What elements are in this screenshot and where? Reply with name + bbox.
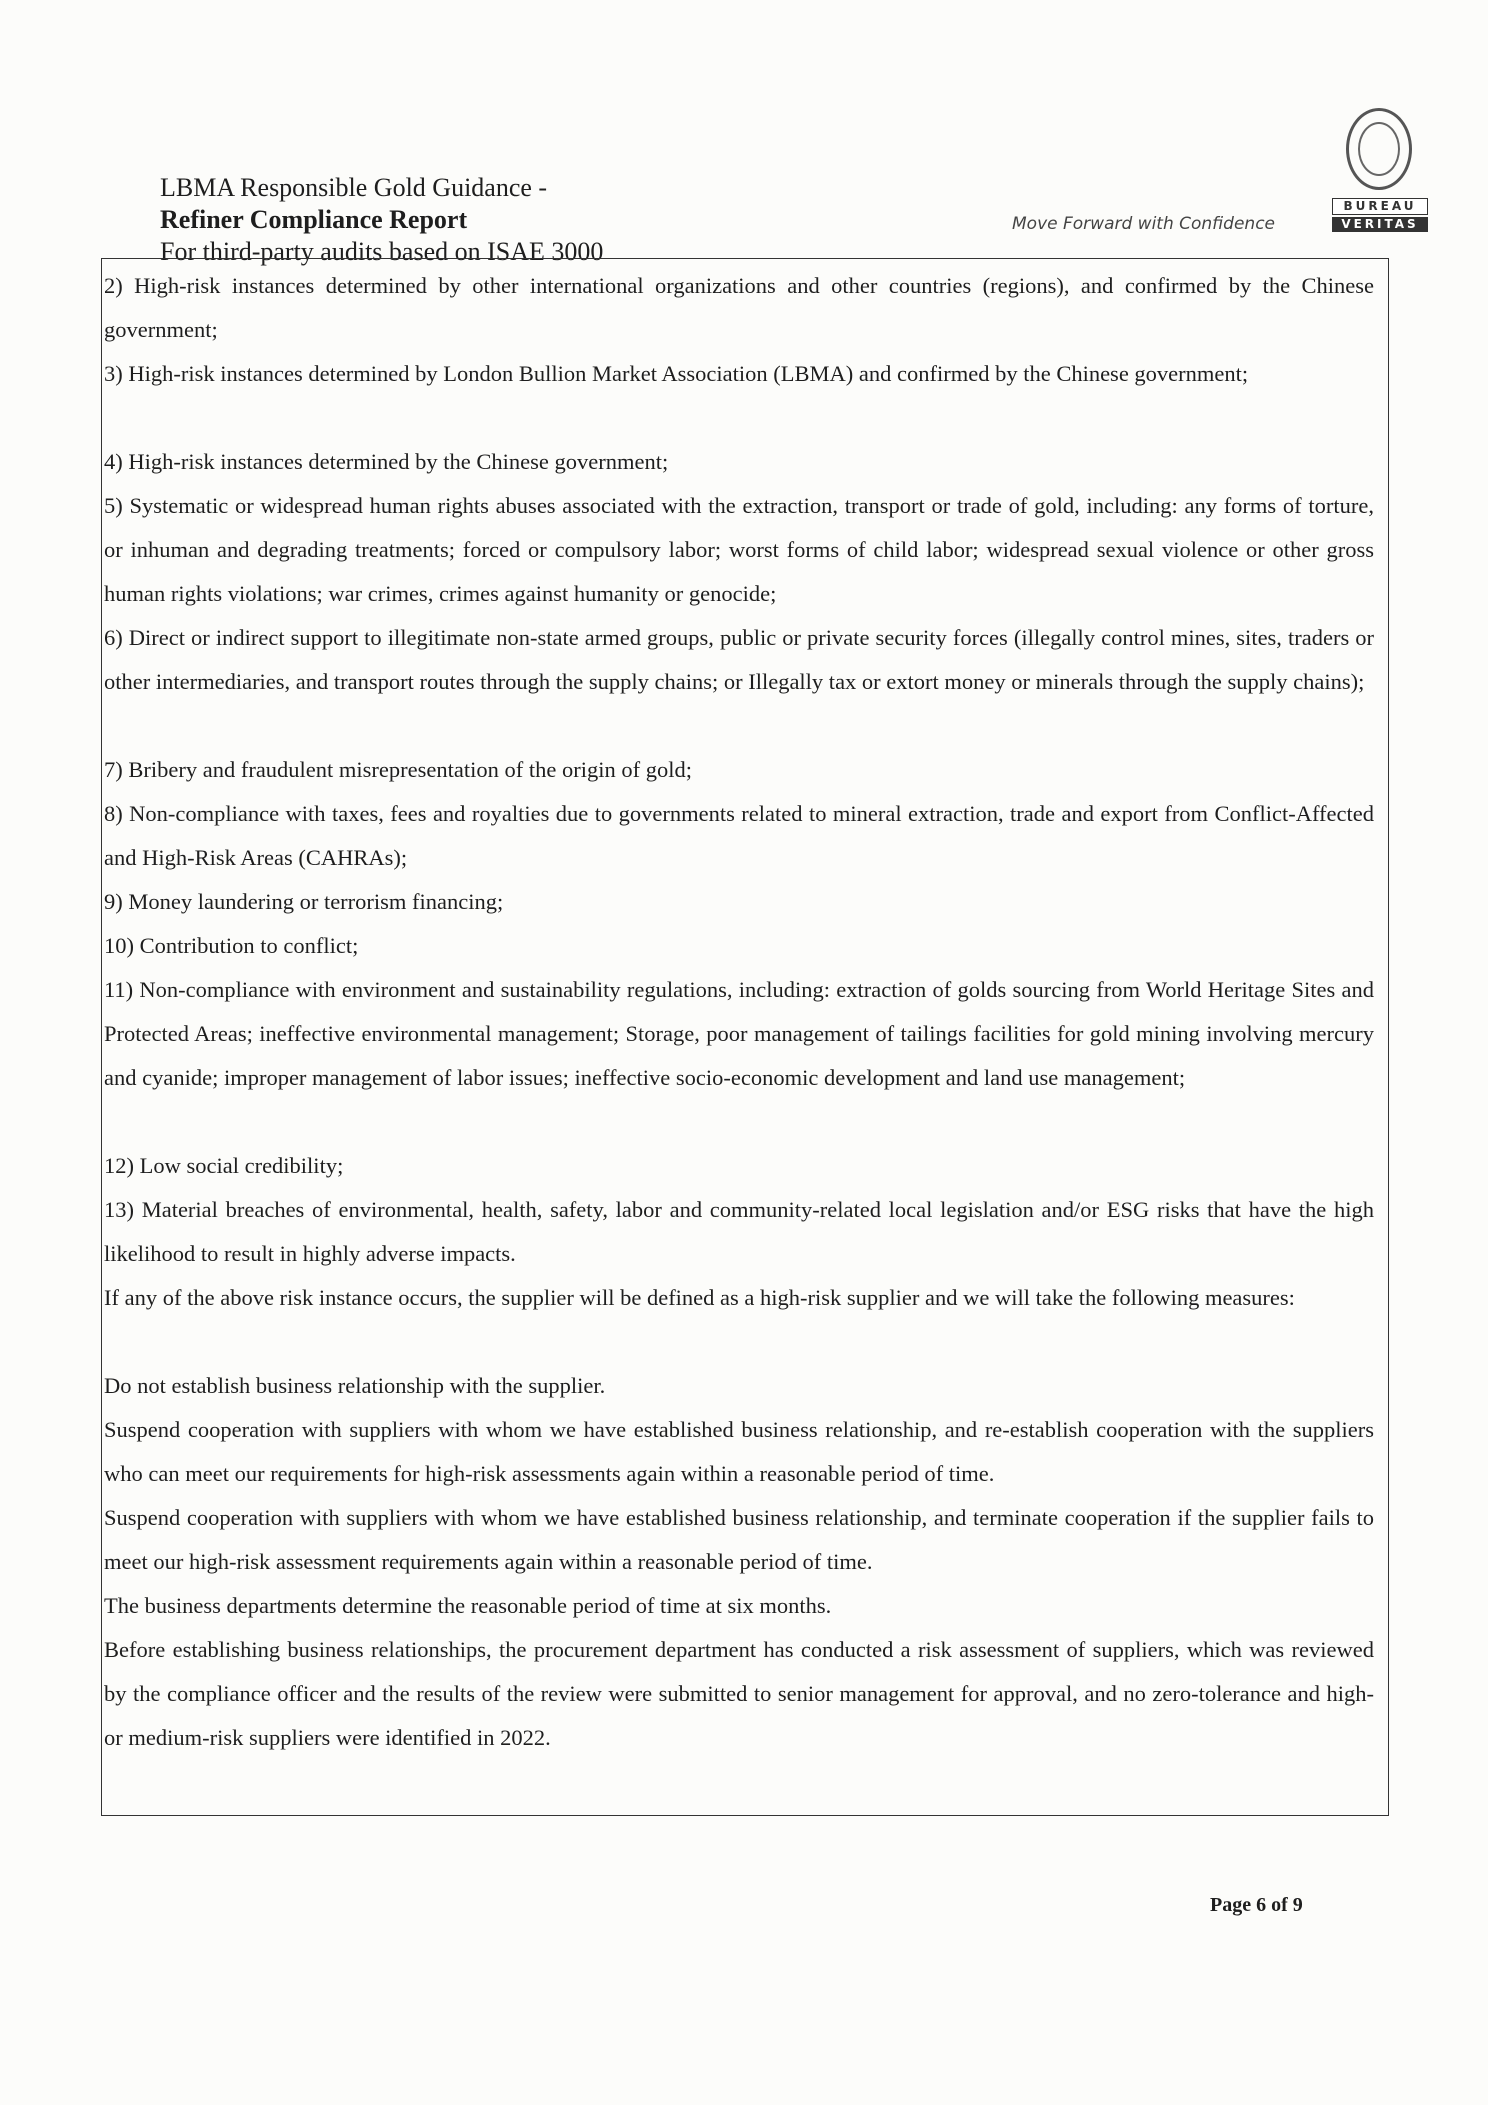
risk-item-8: 8) Non-compliance with taxes, fees and royalties due to governments related to mineral extraction, trade and export from Conflict-Affected and High-Risk Areas (CAHRAs); <box>104 801 1374 870</box>
document-header <box>160 172 603 268</box>
header-report-name: Refiner Compliance Report <box>160 205 468 234</box>
risk-item-7: 7) Bribery and fraudulent misrepresentation of the origin of gold; <box>104 757 692 782</box>
logo-text-bottom: VERITAS <box>1332 217 1428 232</box>
risk-item-4: 4) High-risk instances determined by the Chinese government; <box>104 449 669 474</box>
risk-item-2: 2) High-risk instances determined by other international organizations and other countries (regions), and confirmed by the Chinese government; <box>104 273 1374 342</box>
period-statement: The business departments determine the reasonable period of time at six months. <box>104 1593 832 1618</box>
measure-suspend-terminate: Suspend cooperation with suppliers with whom we have established business relationship, and terminate cooperation if the supplier fails to meet our high-risk assessment requirements again within a reasonable period of time. <box>104 1505 1374 1574</box>
page-number: Page 6 of 9 <box>1210 1894 1303 1916</box>
seal-icon <box>1346 108 1412 190</box>
header-audit-basis: For third-party audits based on ISAE 3000 <box>160 237 604 266</box>
header-title: LBMA Responsible Gold Guidance - <box>160 173 548 202</box>
logo-text-top: BUREAU <box>1332 198 1428 215</box>
risk-item-3: 3) High-risk instances determined by London Bullion Market Association (LBMA) and confirmed by the Chinese government; <box>104 361 1249 386</box>
bureau-veritas-logo <box>1332 108 1428 234</box>
assessment-conclusion: Before establishing business relationships, the procurement department has conducted a risk assessment of suppliers, which was reviewed by the compliance officer and the results of the review were submitted to senior management for approval, and no zero-tolerance and high- or medium-risk suppliers were identified in 2022. <box>104 1637 1374 1750</box>
measure-suspend-reestablish: Suspend cooperation with suppliers with whom we have established business relationship, and re-establish cooperation with the suppliers who can meet our requirements for high-risk assessments again within a reasonable period of time. <box>104 1417 1374 1486</box>
risk-item-9: 9) Money laundering or terrorism financing; <box>104 889 504 914</box>
risk-item-13: 13) Material breaches of environmental, health, safety, labor and community-related local legislation and/or ESG risks that have the high likelihood to result in highly adverse impacts. <box>104 1197 1374 1266</box>
measures-intro: If any of the above risk instance occurs, the supplier will be defined as a high-risk supplier and we will take the following measures: <box>104 1285 1295 1310</box>
risk-item-11: 11) Non-compliance with environment and sustainability regulations, including: extraction of golds sourcing from World Heritage Sites and Protected Areas; ineffective environmental management; Storage, poor management of tailings facilities for gold mining involving mercury and cyanide; improper management of labor issues; ineffective socio-economic development and land use management; <box>104 977 1374 1090</box>
risk-item-12: 12) Low social credibility; <box>104 1153 344 1178</box>
company-tagline: Move Forward with Confidence <box>1012 214 1275 234</box>
risk-item-5: 5) Systematic or widespread human rights abuses associated with the extraction, transport or trade of gold, including: any forms of torture, or inhuman and degrading treatments; forced or compulsory labor; worst forms of child labor; widespread sexual violence or other gross human rights violations; war crimes, crimes against humanity or genocide; <box>104 493 1374 606</box>
risk-item-6: 6) Direct or indirect support to illegitimate non-state armed groups, public or private security forces (illegally control mines, sites, traders or other intermediaries, and transport routes through the supply chains; or Illegally tax or extort money or minerals through the supply chains); <box>104 625 1374 694</box>
risk-item-10: 10) Contribution to conflict; <box>104 933 359 958</box>
measure-no-relationship: Do not establish business relationship with the supplier. <box>104 1373 606 1398</box>
